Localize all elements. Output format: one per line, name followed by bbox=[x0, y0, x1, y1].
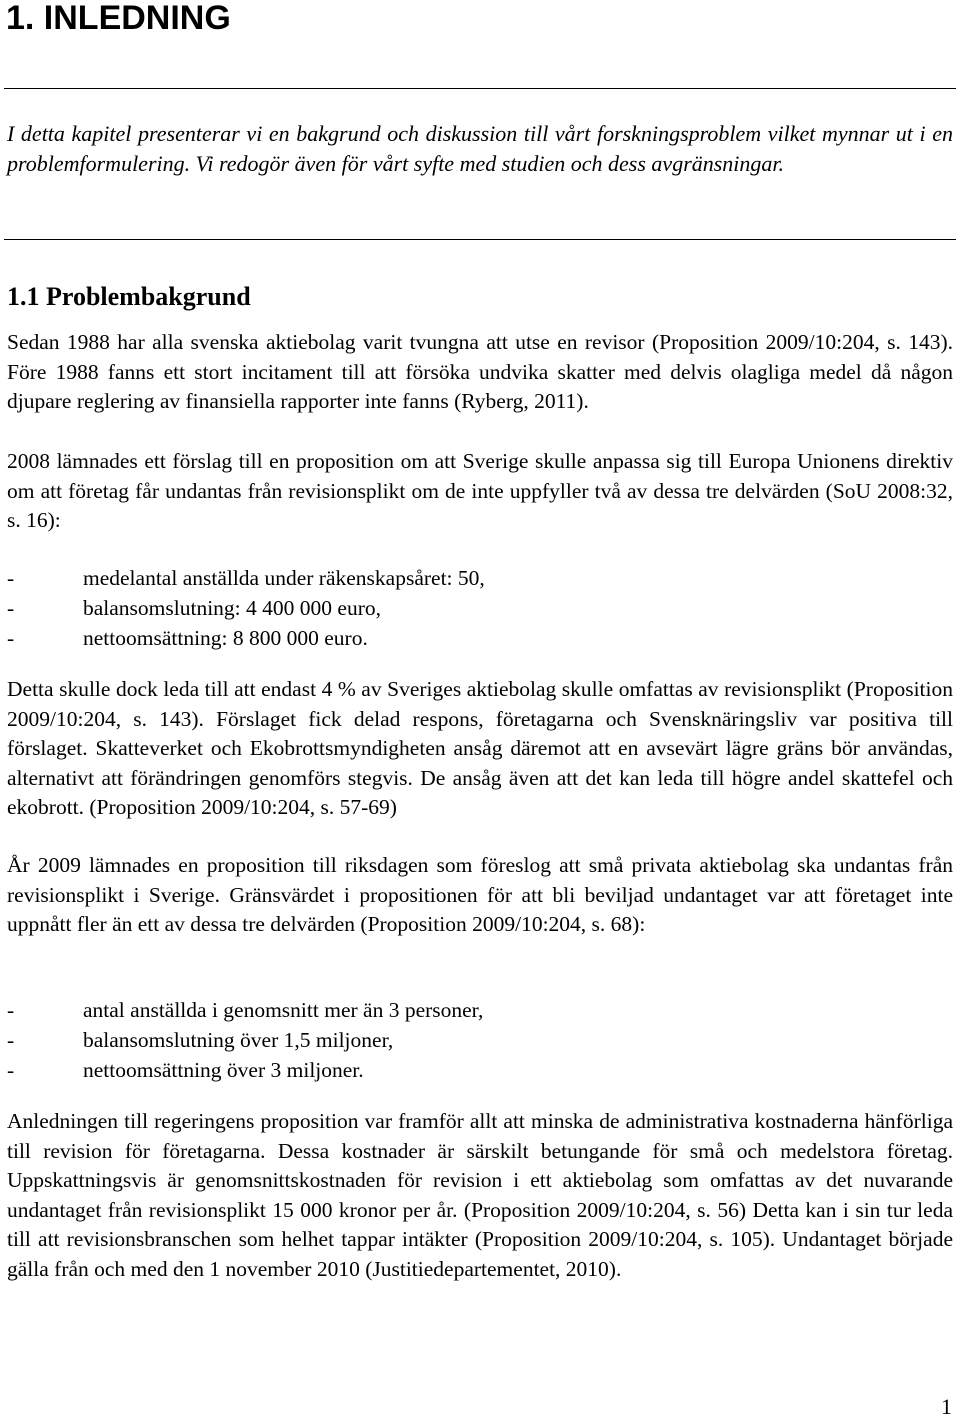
intro-top-rule bbox=[4, 88, 956, 89]
paragraph-2: 2008 lämnades ett förslag till en proposition om att Sverige skulle anpassa sig till Europa Unionens direktiv om att företag får undantas från revisionsplikt om de inte uppfyller två av dessa tre delvärden (SoU 2008:32, s. 16): bbox=[7, 449, 953, 532]
chapter-intro: I detta kapitel presenterar vi en bakgrund och diskussion till vårt forskningsproblem vilket mynnar ut i en problemformulering. Vi redogör även för vårt syfte med studien och dess avgränsningar. bbox=[7, 121, 953, 176]
section-title: 1.1 Problembakgrund bbox=[7, 282, 251, 311]
criteria-list-eu bbox=[7, 563, 907, 653]
list-item bbox=[7, 995, 907, 1025]
list-item-text: antal anställda i genomsnitt mer än 3 personer, bbox=[83, 998, 484, 1022]
list-item-text: nettoomsättning: 8 800 000 euro. bbox=[83, 626, 368, 650]
list-item-text: medelantal anställda under räkenskapsåret: 50, bbox=[83, 566, 485, 590]
criteria-list-proposition bbox=[7, 995, 907, 1085]
paragraph-5: Anledningen till regeringens proposition var framför allt att minska de administrativa kostnaderna hänförliga till revision för företagarna. Dessa kostnader är särskilt betungande för små och medelstora företag. Uppskattningsvis är genomsnittskostnaden för revision i ett aktiebolag som omfattas av det nuvarande undantaget från revisionsplikt 15 000 kronor per år. (Proposition 2009/10:204, s. 56) Detta kan i sin tur leda till att revisionsbranschen som helhet tappar intäkter (Proposition 2009/10:204, s. 105). Undantaget började gälla från och med den 1 november 2010 (Justitiedepartementet, 2010). bbox=[7, 1109, 953, 1281]
page-number: 1 bbox=[941, 1394, 952, 1419]
list-item bbox=[7, 623, 907, 653]
list-item-text: balansomslutning över 1,5 miljoner, bbox=[83, 1028, 394, 1052]
list-dash: - bbox=[7, 1028, 15, 1052]
list-item bbox=[7, 593, 907, 623]
list-item-text: balansomslutning: 4 400 000 euro, bbox=[83, 596, 381, 620]
paragraph-3: Detta skulle dock leda till att endast 4 % av Sveriges aktiebolag skulle omfattas av revisionsplikt (Proposition 2009/10:204, s. 143). Förslaget fick delad respons, företagarna och Svensknäringsliv var positiva till förslaget. Skatteverket och Ekobrottsmyndigheten ansåg däremot att en avsevärt lägre gräns bör användas, alternativt att förändringen genomförs stegvis. De ansåg även att det kan leda till högre andel skattefel och ekobrott. (Proposition 2009/10:204, s. 57-69) bbox=[7, 677, 953, 819]
paragraph-4: År 2009 lämnades en proposition till riksdagen som föreslog att små privata aktiebolag ska undantas från revisionsplikt i Sverige. Gränsvärdet i propositionen för att bli beviljad undantaget var att företaget inte uppnått fler än ett av dessa tre delvärden (Proposition 2009/10:204, s. 68): bbox=[7, 853, 953, 936]
chapter-title: 1. INLEDNING bbox=[6, 0, 231, 37]
intro-bottom-rule bbox=[4, 239, 956, 240]
list-dash: - bbox=[7, 1058, 15, 1082]
list-item-text: nettoomsättning över 3 miljoner. bbox=[83, 1058, 364, 1082]
list-item bbox=[7, 563, 907, 593]
list-dash: - bbox=[7, 626, 15, 650]
list-dash: - bbox=[7, 566, 15, 590]
list-dash: - bbox=[7, 998, 15, 1022]
list-dash: - bbox=[7, 596, 15, 620]
paragraph-1: Sedan 1988 har alla svenska aktiebolag varit tvungna att utse en revisor (Proposition 2009/10:204, s. 143). Före 1988 fanns ett stort incitament till att försöka undvika skatter med delvis olagliga medel då någon djupare reglering av finansiella rapporter inte fanns (Ryberg, 2011). bbox=[7, 330, 953, 413]
list-item bbox=[7, 1055, 907, 1085]
list-item bbox=[7, 1025, 907, 1055]
